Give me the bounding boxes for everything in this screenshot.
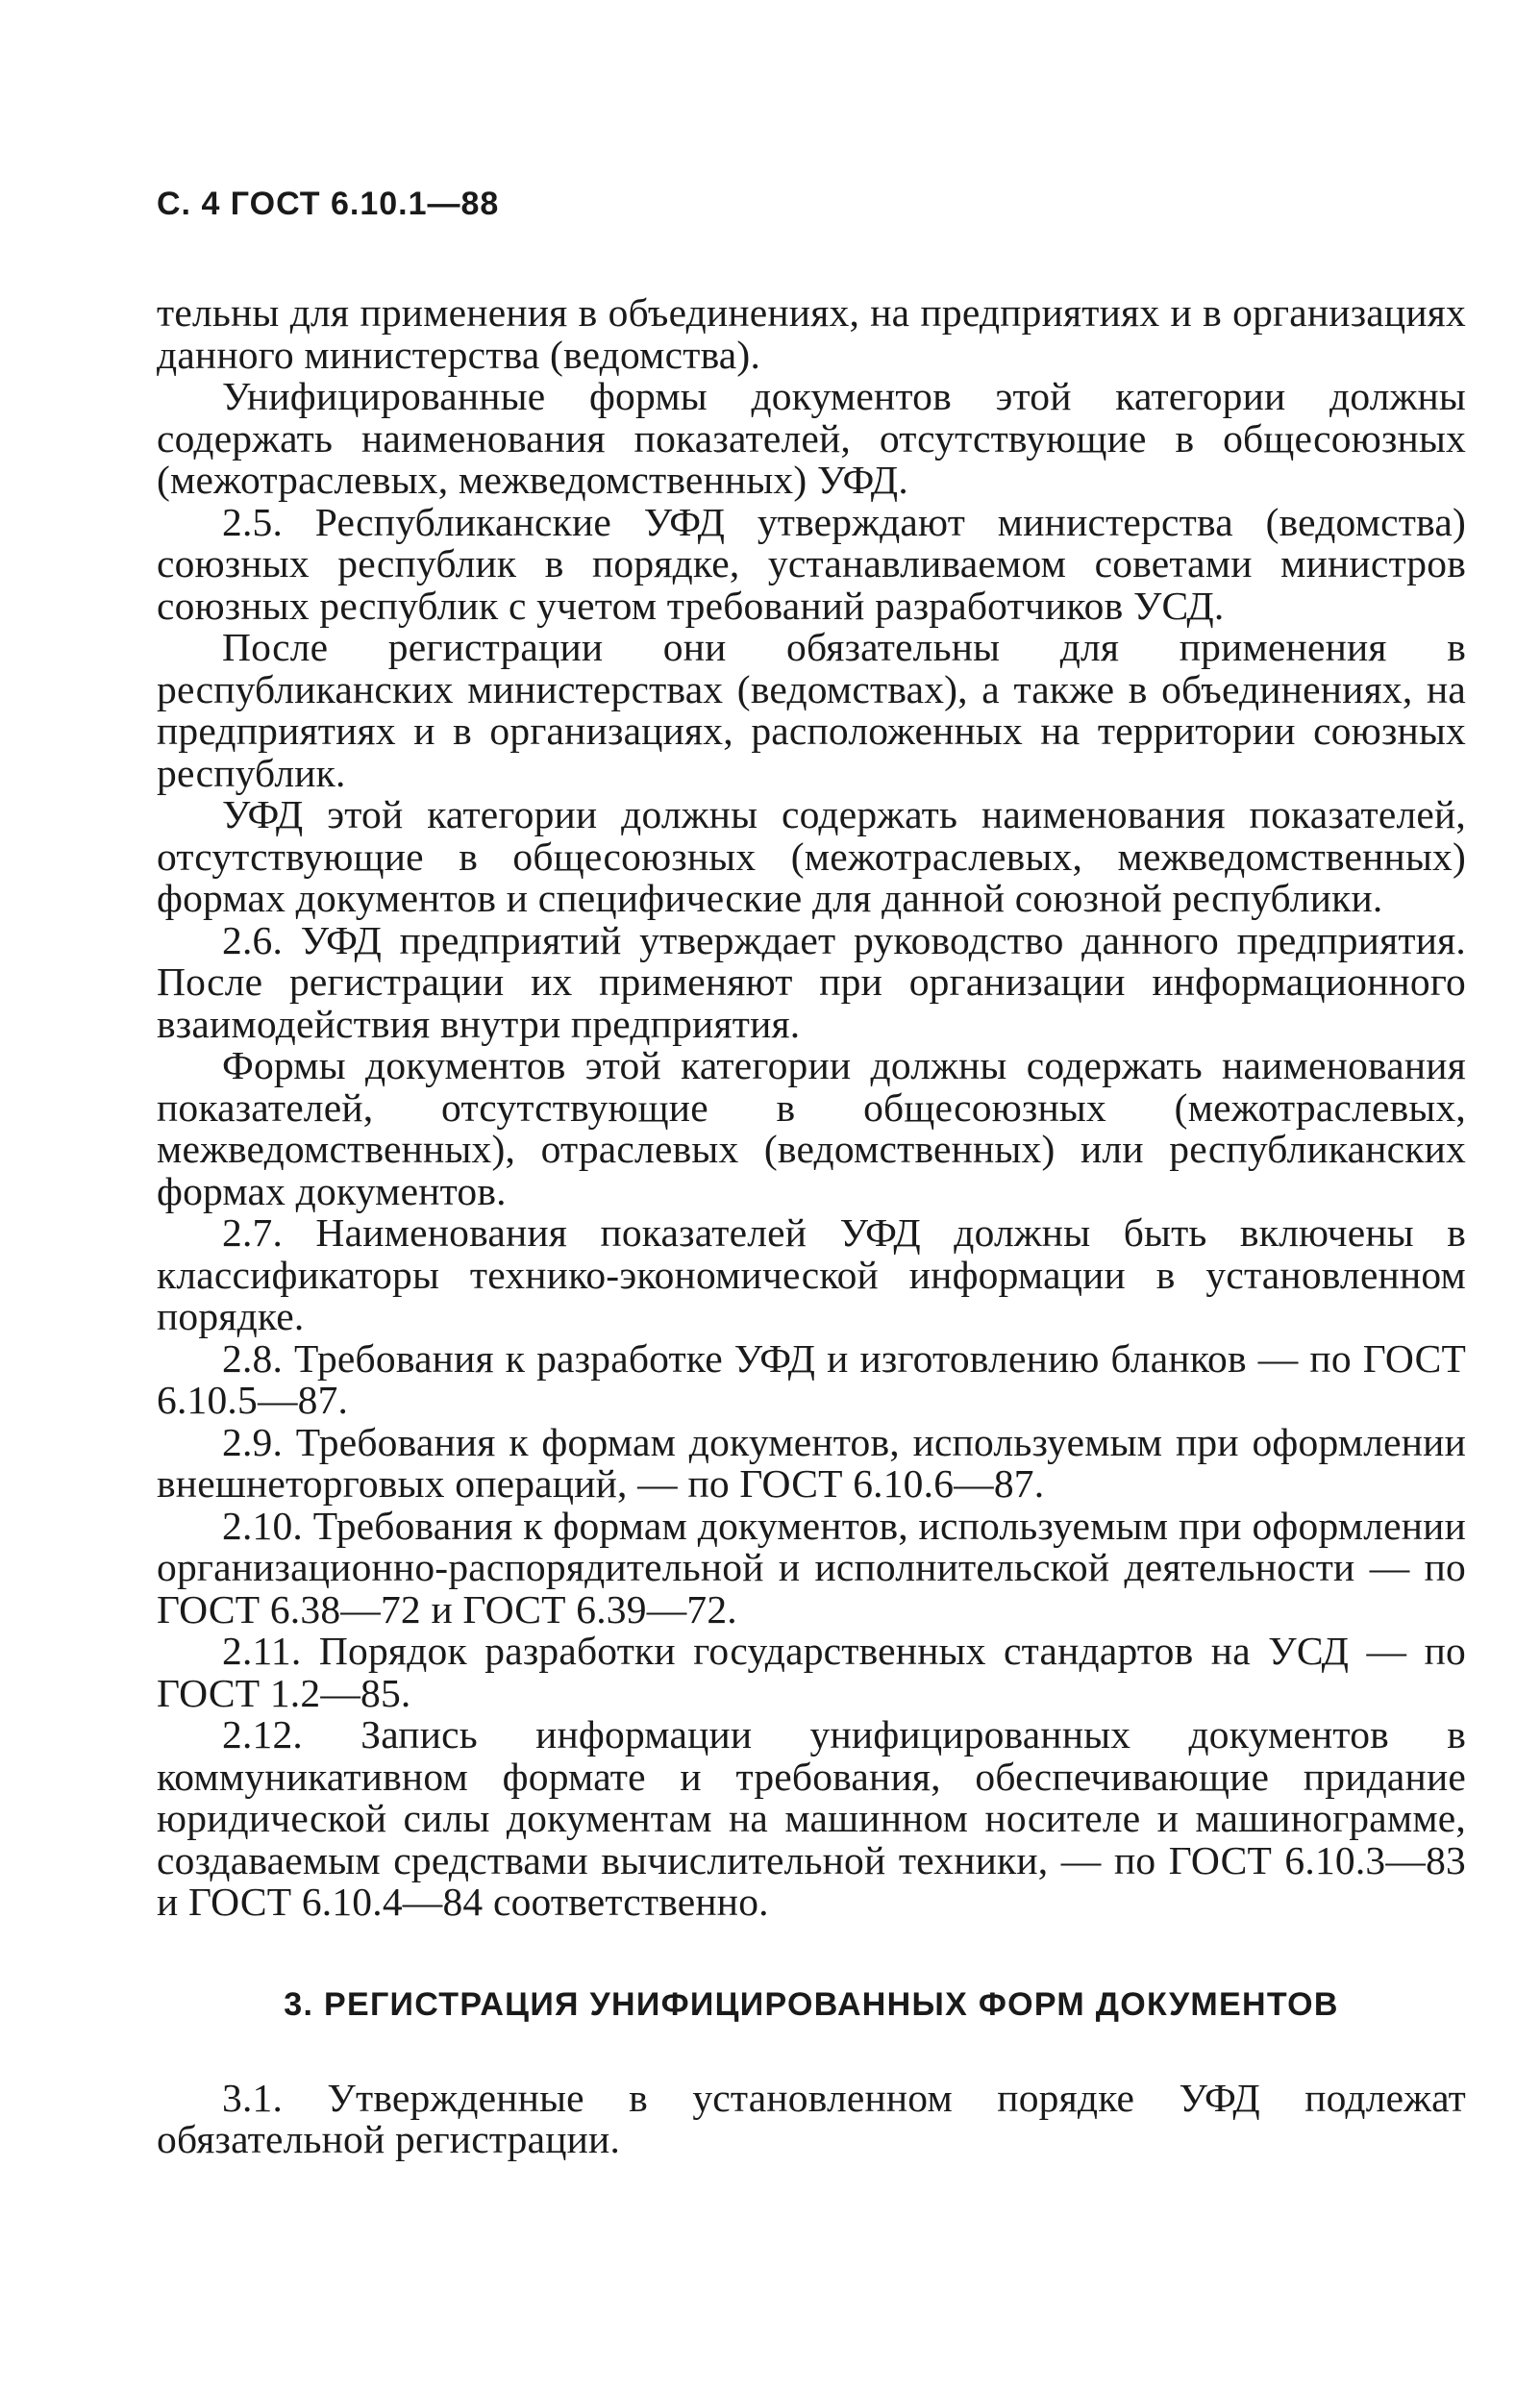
paragraph-clause-2-6: 2.6. УФД предприятий утверждает руководство данного предприятия. После регистрации их применяют при организации информационного взаимодействия внутри предприятия. <box>157 917 1466 1046</box>
document-page <box>157 183 1466 2161</box>
paragraph-clause-2-5: 2.5. Республиканские УФД утверждают министерства (ведомства) союзных республик в порядке, устанавливаемом советами министров союзных республик с учетом требований разработчиков УСД. <box>157 499 1466 628</box>
paragraph: Унифицированные формы документов этой категории должны содержать наименования показателей, отсутствующие в общесоюзных (межотраслевых, межведомственных) УФД. <box>157 374 1466 502</box>
paragraph-clause-3-1: 3.1. Утвержденные в установленном порядке УФД подлежат обязательной регистрации. <box>157 2075 1466 2161</box>
paragraph-clause-2-12: 2.12. Запись информации унифицированных документов в коммуникативном формате и требования, обеспечивающие придание юридической силы документам на машинном носителе и машинограмме, создаваемым средствами вычислительной техники, — по ГОСТ 6.10.3—83 и ГОСТ 6.10.4—84 соответственно. <box>157 1712 1466 1924</box>
paragraph: Формы документов этой категории должны содержать наименования показателей, отсутствующие в общесоюзных (межотраслевых, межведомственных), отраслевых (ведомственных) или республиканских формах документов. <box>157 1043 1466 1213</box>
paragraph-clause-2-7: 2.7. Наименования показателей УФД должны быть включены в классификаторы технико-экономической информации в установленном порядке. <box>157 1210 1466 1338</box>
paragraph: После регистрации они обязательны для применения в республиканских министерствах (ведомствах), а также в объединениях, на предприятиях и в организациях, расположенных на территории союзных республик. <box>157 625 1466 795</box>
paragraph-clause-2-9: 2.9. Требования к формам документов, используемым при оформлении внешнеторговых операций, — по ГОСТ 6.10.6—87. <box>157 1419 1466 1506</box>
section-body <box>157 2075 1466 2161</box>
document-body <box>157 292 1466 1924</box>
running-head: С. 4 ГОСТ 6.10.1—88 <box>157 186 500 222</box>
paragraph-clause-2-10: 2.10. Требования к формам документов, используемым при оформлении организационно-распорядительной и исполнительской деятельности — по ГОСТ 6.38—72 и ГОСТ 6.39—72. <box>157 1503 1466 1632</box>
paragraph: УФД этой категории должны содержать наименования показателей, отсутствующие в общесоюзных (межотраслевых, межведомственных) формах документов и специфические для данной союзной республики. <box>157 792 1466 920</box>
section-heading: 3. РЕГИСТРАЦИЯ УНИФИЦИРОВАННЫХ ФОРМ ДОКУМЕНТОВ <box>284 1985 1339 2023</box>
paragraph-clause-2-11: 2.11. Порядок разработки государственных стандартов на УСД — по ГОСТ 1.2—85. <box>157 1629 1466 1715</box>
paragraph-continuation: тельны для применения в объединениях, на предприятиях и в организациях данного министерства (ведомства). <box>157 290 1466 377</box>
paragraph-clause-2-8: 2.8. Требования к разработке УФД и изготовлению бланков — по ГОСТ 6.10.5—87. <box>157 1335 1466 1422</box>
